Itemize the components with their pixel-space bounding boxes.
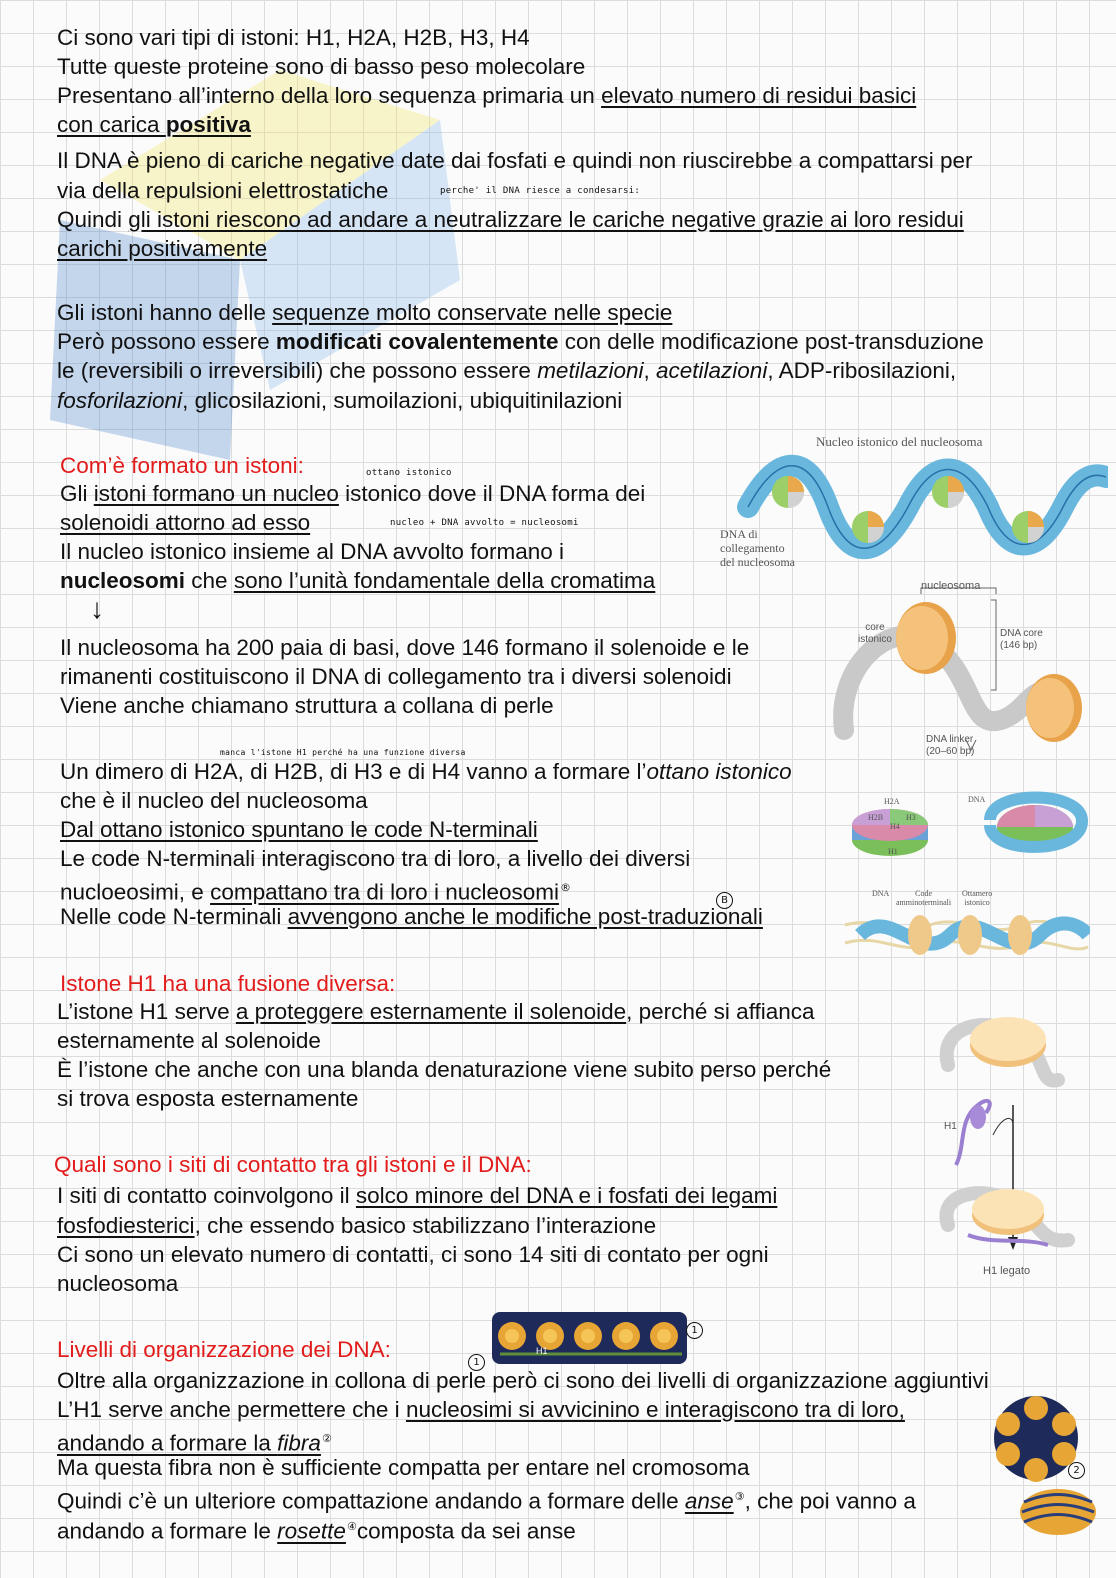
text-line: Quindi gli istoni riescono ad andare a neutralizzare le cariche negative grazie ai loro residui	[57, 207, 964, 232]
loops-figure	[1018, 1486, 1098, 1538]
figure-label: Code amminoterminali	[896, 889, 952, 907]
n-terminal-tails-figure	[840, 885, 1090, 975]
section-heading: Com’è formato un istoni:	[60, 453, 304, 478]
text-line: Oltre alla organizzazione in collona di perle però ci sono dei livelli di organizzazione aggiuntivi	[57, 1368, 989, 1393]
text-line: Ma questa fibra non è sufficiente compatta per entare nel cromosoma	[57, 1455, 750, 1480]
handwritten-note: ottano istonico	[366, 468, 452, 478]
section-heading: Livelli di organizzazione dei DNA:	[57, 1337, 391, 1362]
text-line: Le code N-terminali interagiscono tra di loro, a livello dei diversi	[60, 846, 691, 871]
figure-label: core istonico	[858, 622, 892, 645]
figure-label: DNA	[968, 795, 986, 804]
text-line: Gli istoni formano un nucleo istonico dove il DNA forma dei	[60, 481, 646, 506]
figure-label: Nucleo istonico del nucleosoma	[816, 434, 983, 449]
figure-label: H3	[906, 813, 916, 822]
handwritten-note: nucleo + DNA avvolto = nucleosomi	[390, 518, 579, 528]
text-line: con carica positiva	[57, 112, 251, 137]
section-heading: Istone H1 ha una fusione diversa:	[60, 971, 396, 996]
text-line: Ci sono un elevato numero di contatti, ci sono 14 siti di contato per ogni	[57, 1242, 769, 1267]
figure-label: H1 legato	[983, 1265, 1031, 1277]
section-heading: Quali sono i siti di contatto tra gli istoni e il DNA:	[54, 1152, 532, 1177]
h1-protein	[956, 1101, 990, 1165]
figure-label: H4	[890, 822, 900, 831]
figure-label: H1	[536, 1346, 548, 1356]
nucleosome-bead	[498, 1322, 526, 1350]
nucleosome-bead	[1012, 511, 1044, 543]
text-line: esternamente al solenoide	[57, 1028, 321, 1053]
histone-octamer-figure	[840, 785, 1090, 875]
text-line: L’H1 serve anche permettere che i nucleosimi si avvicinino e interagiscono tra di loro,	[57, 1397, 905, 1422]
circle-marker: 1	[468, 1354, 485, 1371]
text-line: nucleosoma	[57, 1271, 179, 1296]
nucleosome-bead	[650, 1322, 678, 1350]
nucleosome-chain-figure	[718, 432, 1108, 577]
figure-label: H2A	[884, 797, 900, 806]
fibre-bead	[1008, 915, 1032, 955]
h1-binding-figure	[938, 1005, 1088, 1285]
figure-label: H1	[888, 847, 898, 856]
text-line: carichi positivamente	[57, 236, 268, 261]
text-line: nucleosomi che sono l’unità fondamentale della cromatima	[60, 568, 656, 593]
handwritten-note: perche' il DNA riesce a condesarsi:	[440, 186, 641, 196]
nucleosome-disk	[972, 1189, 1044, 1235]
histone-core	[896, 602, 956, 674]
circle-marker: 1	[686, 1322, 703, 1339]
text-line: Gli istoni hanno delle sequenze molto conservate nelle specie	[57, 300, 673, 325]
text-line: via della repulsioni elettrostatiche	[57, 178, 389, 203]
text-line: andando a formare le rosette④composta da sei anse	[57, 1518, 576, 1544]
text-line: fosforilazioni, glicosilazioni, sumoilazioni, ubiquitinilazioni	[57, 388, 623, 413]
figure-label: DNA core (146 bp)	[1000, 628, 1043, 651]
text-line: Ci sono vari tipi di istoni: H1, H2A, H2B, H3, H4	[57, 25, 530, 50]
histone-core	[1026, 674, 1082, 742]
text-line: fosfodiesterici, che essendo basico stabilizzano l’interazione	[57, 1213, 657, 1238]
text-line: Però possono essere modificati covalentemente con delle modificazione post-transduzione	[57, 329, 984, 354]
fibre-bead	[958, 915, 982, 955]
handwritten-note: manca l'istone H1 perché ha una funzione diversa	[220, 748, 466, 757]
text-line: le (reversibili o irreversibili) che possono essere metilazioni, acetilazioni, ADP-ribosilazioni,	[57, 358, 957, 383]
fibre-bead	[908, 915, 932, 955]
text-line: Viene anche chiamano struttura a collana di perle	[60, 693, 554, 718]
octamer-with-dna	[990, 798, 1082, 850]
text-line: si trova esposta esternamente	[57, 1086, 359, 1111]
text-line: Un dimero di H2A, di H2B, di H3 e di H4 vanno a formare l’ottano istonico	[60, 759, 792, 784]
text-line: Il DNA è pieno di cariche negative date dai fosfati e quindi non riuscirebbe a compattarsi per	[57, 148, 973, 173]
figure-label: H2B	[868, 813, 884, 822]
nucleosome-detail-figure	[826, 580, 1096, 765]
text-line: Tutte queste proteine sono di basso peso molecolare	[57, 54, 586, 79]
nucleosome-bead	[932, 476, 964, 508]
text-line: Dal ottano istonico spuntano le code N-terminali	[60, 817, 538, 842]
circle-marker: 2	[1068, 1462, 1085, 1479]
text-line: Nelle code N-terminali avvengono anche le modifiche post-traduzionali	[60, 904, 763, 929]
figure-label: DNA linker (20–60 bp)	[926, 734, 975, 757]
nucleosome-bead	[852, 511, 884, 543]
beads-on-string-figure	[492, 1308, 692, 1368]
figure-label: DNA di collegamento del nucleosoma	[720, 527, 795, 569]
text-line: solenoidi attorno ad esso	[60, 510, 311, 535]
text-line: È l’istone che anche con una blanda denaturazione viene subito perso perché	[57, 1057, 832, 1082]
text-line: I siti di contatto coinvolgono il solco minore del DNA e i fosfati dei legami	[57, 1183, 778, 1208]
text-line: che è il nucleo del nucleosoma	[60, 788, 368, 813]
text-line: Il nucleosoma ha 200 paia di basi, dove 146 formano il solenoide e le	[60, 635, 750, 660]
text-line: rimanenti costituiscono il DNA di collegamento tra i diversi solenoidi	[60, 664, 732, 689]
figure-label: nucleosoma	[921, 580, 981, 592]
nucleosome-bead	[772, 476, 804, 508]
text-line: Il nucleo istonico insieme al DNA avvolto formano i	[60, 539, 564, 564]
text-line: L’istone H1 serve a proteggere esternamente il solenoide, perché si affianca	[57, 999, 815, 1024]
text-line: nucloeosimi, e compattano tra di loro i nucleosomi®	[60, 879, 572, 905]
text-line: Presentano all’interno della loro sequenza primaria un elevato numero di residui basici	[57, 83, 917, 108]
figure-label: Ottamero istonico	[962, 889, 993, 907]
nucleosome-bead	[574, 1322, 602, 1350]
figure-label: DNA	[872, 889, 890, 898]
text-line: Quindi c’è un ulteriore compattazione andando a formare delle anse③, che poi vanno a	[57, 1488, 916, 1514]
figure-label: H1	[944, 1121, 957, 1132]
nucleosome-bead	[612, 1322, 640, 1350]
nucleosome-disk	[970, 1017, 1046, 1067]
arrow-down: ↓	[90, 593, 104, 624]
circle-marker: B	[716, 892, 733, 909]
text-line: andando a formare la fibra②	[57, 1430, 332, 1456]
